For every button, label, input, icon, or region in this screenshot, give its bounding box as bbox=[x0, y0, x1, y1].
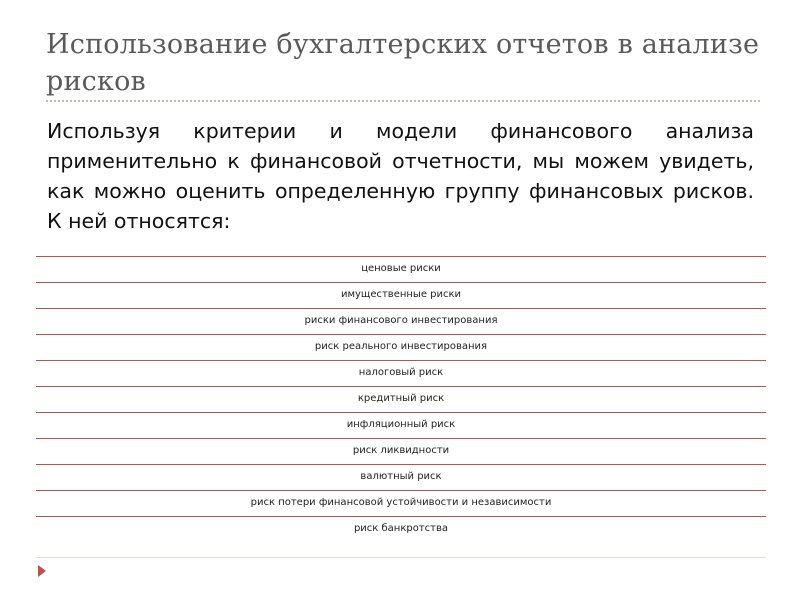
risk-item-property: имущественные риски bbox=[36, 283, 766, 309]
risk-item-real-investment: риск реального инвестирования bbox=[36, 335, 766, 361]
risk-item-stability: риск потери финансовой устойчивости и независимости bbox=[36, 491, 766, 517]
risk-item-tax: налоговый риск bbox=[36, 361, 766, 387]
title-divider bbox=[46, 100, 760, 102]
risk-item-currency: валютный риск bbox=[36, 465, 766, 491]
body-paragraph: Используя критерии и модели финансового анализа применительно к финансовой отчетности, мы можем увидеть, как можно оценить определенную группу финансовых рисков. К ней относятся: bbox=[47, 119, 754, 233]
risk-item-bankruptcy: риск банкротства bbox=[353, 523, 449, 534]
bottom-divider bbox=[36, 557, 766, 558]
risk-item-financial-investment: риски финансового инвестирования bbox=[36, 309, 766, 335]
risk-item-credit: кредитный риск bbox=[36, 387, 766, 413]
triangle-right-icon bbox=[38, 565, 46, 577]
risk-item-inflation: инфляционный риск bbox=[36, 413, 766, 439]
risk-item-liquidity: риск ликвидности bbox=[36, 439, 766, 465]
risk-list bbox=[36, 256, 766, 542]
slide-title: Использование бухгалтерских отчетов в анализе рисков bbox=[46, 29, 760, 97]
risk-item-price: ценовые риски bbox=[36, 257, 766, 283]
